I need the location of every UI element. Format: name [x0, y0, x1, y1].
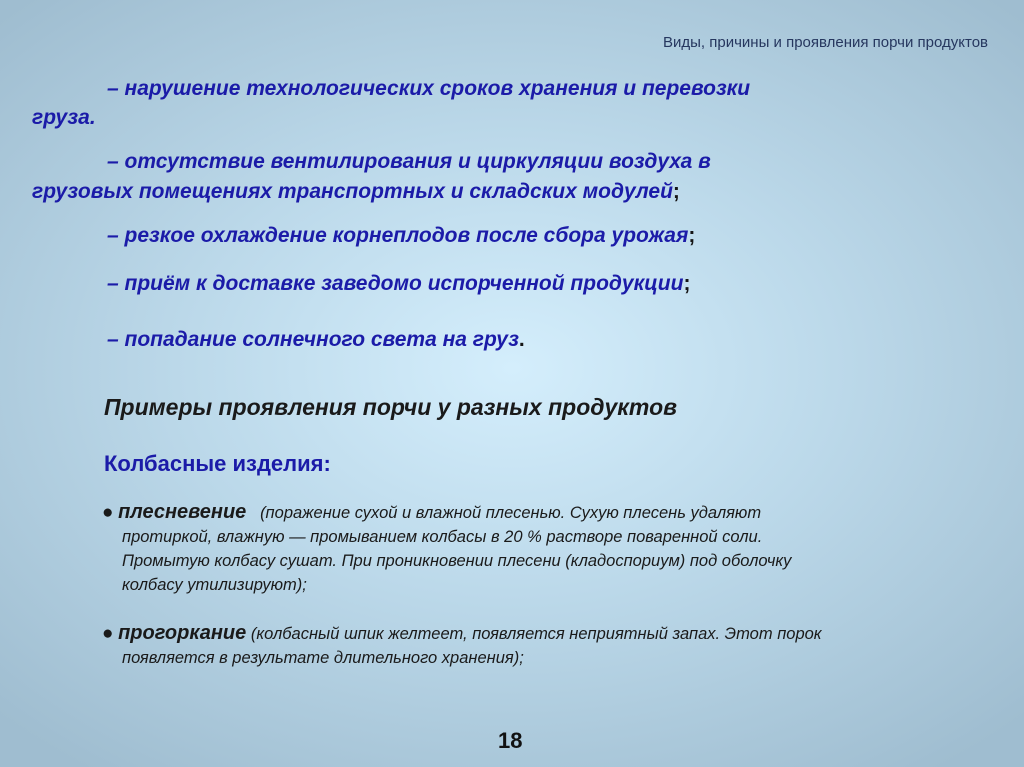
bullet-dot: ● — [102, 502, 114, 523]
example-desc: (поражение сухой и влажной плесенью. Сухую плесень удаляют — [260, 504, 762, 522]
example-desc-lines — [102, 525, 982, 597]
sausage-heading: Колбасные изделия: — [104, 451, 331, 476]
example-desc: (колбасный шпик желтеет, появляется неприятный запах. Этот порок — [250, 625, 822, 643]
cause-item-3 — [107, 222, 695, 250]
example-desc-line: протиркой, влажную — промыванием колбасы в 20 % растворе поваренной соли. — [122, 528, 763, 546]
cause-item-4 — [107, 270, 690, 298]
example-desc-line: Промытую колбасу сушат. При проникновении плесени (кладоспориум) под оболочку — [122, 552, 792, 570]
example-first-line — [102, 500, 982, 525]
cause-text: – приём к доставке заведомо испорченной продукции — [107, 272, 684, 295]
slide-title: Виды, причины и проявления порчи продуктов — [663, 34, 988, 51]
cause-text: груза. — [32, 106, 96, 129]
semicolon: ; — [672, 180, 680, 203]
cause-text: – резкое охлаждение корнеплодов после сбора урожая — [107, 224, 689, 247]
cause-item-2-line2 — [32, 178, 680, 206]
cause-item-1-line1 — [107, 75, 750, 103]
cause-text: грузовых помещениях транспортных и складских модулей — [32, 180, 673, 203]
examples-heading: Примеры проявления порчи у разных продуктов — [104, 394, 678, 420]
example-desc-line: появляется в результате длительного хранения); — [122, 649, 524, 667]
semicolon: ; — [683, 272, 691, 295]
cause-text: – нарушение технологических сроков хранения и перевозки — [107, 77, 751, 100]
period: . — [518, 328, 525, 351]
semicolon: ; — [688, 224, 696, 247]
cause-item-2-line1 — [107, 148, 711, 176]
cause-text: – попадание солнечного света на груз — [107, 328, 519, 351]
example-term: прогоркание — [118, 622, 247, 644]
example-item-rancidity — [102, 621, 982, 670]
bullet-dot: ● — [102, 623, 114, 644]
example-desc-line: колбасу утилизируют); — [122, 576, 307, 594]
cause-item-5 — [107, 326, 525, 354]
example-desc-lines — [102, 646, 982, 670]
page-number: 18 — [498, 728, 523, 753]
cause-item-1-line2 — [32, 104, 96, 132]
example-term: плесневение — [118, 501, 247, 523]
example-item-mold — [102, 500, 982, 597]
cause-text: – отсутствие вентилирования и циркуляции воздуха в — [107, 150, 711, 173]
example-first-line — [102, 621, 982, 646]
